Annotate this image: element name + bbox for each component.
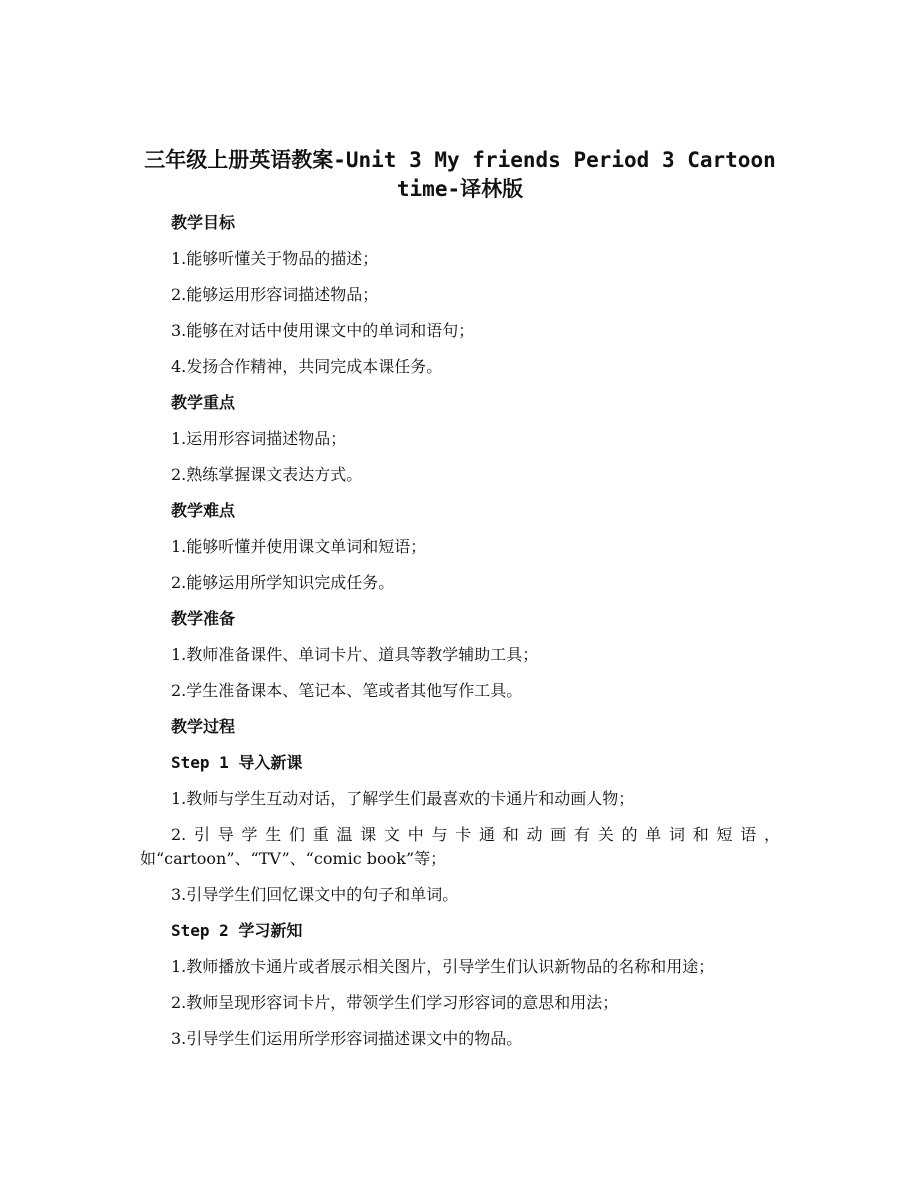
difficulty-item: 2.能够运用所学知识完成任务。	[171, 573, 395, 592]
section-heading-key-points: 教学重点	[171, 393, 236, 412]
objective-item: 4.发扬合作精神，共同完成本课任务。	[171, 357, 443, 376]
key-point-item: 2.熟练掌握课文表达方式。	[171, 465, 363, 484]
section-heading-process: 教学过程	[171, 717, 236, 736]
difficulty-item: 1.能够听懂并使用课文单词和短语；	[171, 537, 427, 556]
step-2-item: 2.教师呈现形容词卡片，带领学生们学习形容词的意思和用法；	[171, 993, 619, 1012]
step-2-item: 3.引导学生们运用所学形容词描述课文中的物品。	[171, 1029, 523, 1048]
objective-item: 1.能够听懂关于物品的描述；	[171, 249, 379, 268]
title-line-1: 三年级上册英语教案-Unit 3 My friends Period 3 Cartoon	[144, 148, 776, 172]
step-2-heading: Step 2 学习新知	[171, 921, 303, 940]
step-2-item: 1.教师播放卡通片或者展示相关图片，引导学生们认识新物品的名称和用途；	[171, 957, 715, 976]
document-body	[140, 213, 780, 1065]
key-point-item: 1.运用形容词描述物品；	[171, 429, 347, 448]
step-1-heading: Step 1 导入新课	[171, 753, 303, 772]
objective-item: 2.能够运用形容词描述物品；	[171, 285, 379, 304]
preparation-item: 1.教师准备课件、单词卡片、道具等教学辅助工具；	[171, 645, 539, 664]
step-1-item: 1.教师与学生互动对话，了解学生们最喜欢的卡通片和动画人物；	[171, 789, 635, 808]
objective-item: 3.能够在对话中使用课文中的单词和语句；	[171, 321, 475, 340]
section-heading-preparation: 教学准备	[171, 609, 236, 628]
title-line-2: time-译林版	[396, 177, 524, 201]
section-heading-objectives: 教学目标	[171, 213, 236, 232]
step-1-item: 3.引导学生们回忆课文中的句子和单词。	[171, 885, 459, 904]
step-1-item: 2.引导学生们重温课文中与卡通和动画有关的单词和短语，如“cartoon”、“TV”、“comic book”等；	[140, 825, 780, 868]
preparation-item: 2.学生准备课本、笔记本、笔或者其他写作工具。	[171, 681, 523, 700]
section-heading-difficulties: 教学难点	[171, 501, 236, 520]
document-title	[120, 146, 800, 204]
